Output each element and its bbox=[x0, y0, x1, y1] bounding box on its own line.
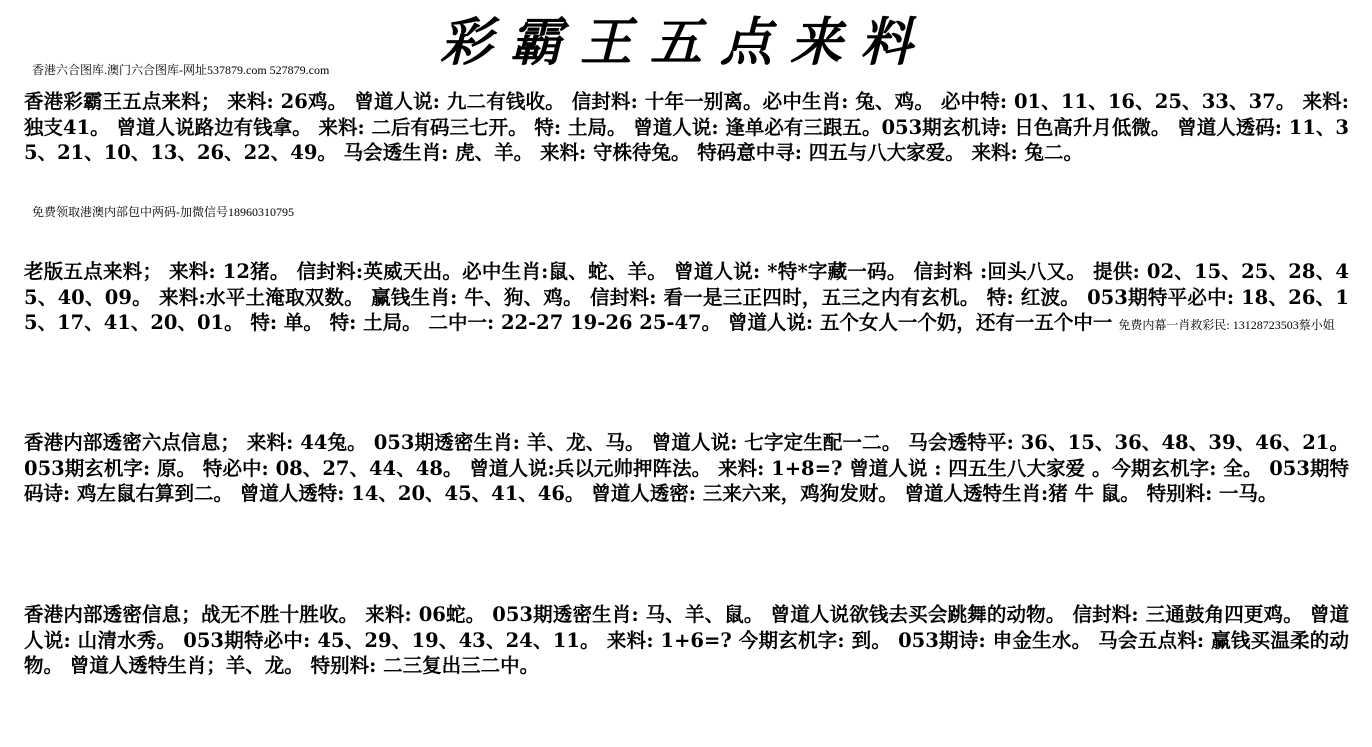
page-title: 彩霸王五点来料 bbox=[440, 12, 931, 73]
section-4-text bbox=[24, 602, 1349, 679]
section-4-body: 香港内部透密信息；战无不胜十胜收。 来料: 06蛇。 053期透密生肖: 马、羊、鼠。 曾道人说欲钱去买会跳舞的动物。 信封料: 三通鼓角四更鸡。 曾道人说: 山清水秀。 053期特必中: 45、29、19、43、24、11。 来料: 1+6=? 今期玄机字: 到。 053期诗: 申金生水。 马会五点料: 赢钱买温柔的动物。 曾道人透特生肖；羊、龙。 特别料: 二三复出三二中。 bbox=[24, 603, 1349, 677]
wechat-promo-note: 免费领取港澳内部包中两码-加微信号18960310795 bbox=[32, 205, 294, 219]
site-url-note: 香港六合图库.澳门六合图库-网址537879.com 527879.com bbox=[32, 63, 330, 77]
section-1-body: 香港彩霸王五点来料； 来料: 26鸡。 曾道人说: 九二有钱收。 信封料: 十年一别离。必中生肖: 兔、鸡。 必中特: 01、11、16、25、33、37。 来料: 独支41。 曾道人说路边有钱拿。 来料: 二后有码三七开。 特: 土局。 曾道人说: 逢单必有三跟五。053期玄机诗: 日色高升月低微。 曾道人透码: 11、35、21、10、13、26、22、49。 马会透生肖: 虎、羊。 来料: 守株待兔。 特码意中寻: 四五与八大家爱。 来料: 兔二。 bbox=[24, 90, 1349, 164]
section-2-text bbox=[24, 259, 1349, 339]
section-3-body: 香港内部透密六点信息； 来料: 44兔。 053期透密生肖: 羊、龙、马。 曾道人说: 七字定生配一二。 马会透特平: 36、15、36、48、39、46、21。 053期玄机字: 原。 特必中: 08、27、44、48。 曾道人说:兵以元帅押阵法。 来料: 1+8=? 曾道人说 : 四五生八大家爱 。今期玄机字: 全。 053期特码诗: 鸡左鼠右算到二。 曾道人透特: 14、20、45、41、46。 曾道人透密: 三来六来，鸡狗发财。 曾道人透特生肖:猪 牛 鼠。 特别料: 一马。 bbox=[24, 431, 1349, 505]
section-2-note: 免费内幕一肖救彩民: 13128723503蔡小姐 bbox=[1118, 318, 1335, 332]
section-1-text bbox=[24, 89, 1349, 166]
section-2-body: 老版五点来料； 来料: 12猪。 信封料:英威天出。必中生肖:鼠、蛇、羊。 曾道人说: *特*字藏一码。 信封料 :回头八又。 提供: 02、15、25、28、45、40、09。 来料:水平土淹取双数。 赢钱生肖: 牛、狗、鸡。 信封料: 看一是三正四时，五三之内有玄机。 特: 红波。 053期特平必中: 18、26、15、17、41、20、01。 特: 单。 特: 土局。 二中一: 22-27 19-26 25-47。 曾道人说: 五个女人一个奶，还有一五个中一 bbox=[24, 260, 1349, 334]
section-3-text bbox=[24, 430, 1349, 507]
